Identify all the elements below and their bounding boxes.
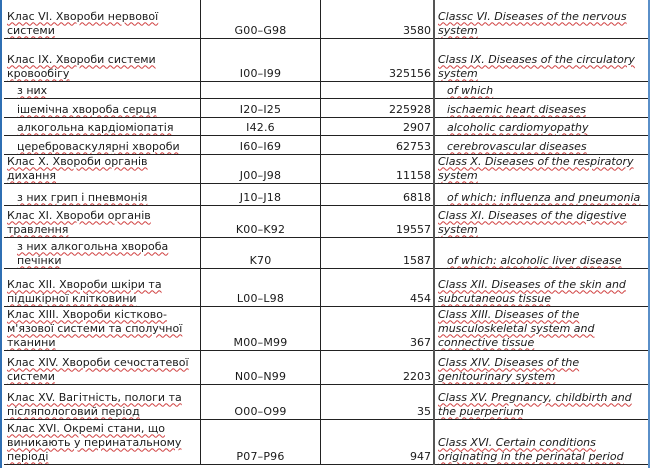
english-name-text: of which <box>447 83 494 97</box>
english-name-text: cerebrovascular diseases <box>447 139 587 153</box>
english-name-text: alcoholic cardiomyopathy <box>447 120 589 134</box>
table-row <box>4 183 648 205</box>
ukrainian-name-cell[interactable] <box>4 205 200 237</box>
count-cell[interactable]: 367 <box>320 306 434 350</box>
english-name-text: Class X. Diseases of the respiratory system <box>438 154 634 182</box>
ukrainian-name-text: Клас XIV. Хвороби сечостатевої системи <box>7 355 189 383</box>
count-cell[interactable]: 1587 <box>320 237 434 268</box>
ukrainian-name-text: Клас XVI. Окремі стани, що виникають у перинатальному періоді <box>7 421 182 463</box>
count-cell[interactable]: 947 <box>320 419 434 464</box>
english-name-cell[interactable] <box>434 306 648 350</box>
english-name-text: Class IX. Diseases of the circulatory system <box>438 52 635 80</box>
table-row <box>4 350 648 384</box>
english-name-cell[interactable] <box>434 350 648 384</box>
table-row <box>4 81 648 98</box>
icd-code-cell[interactable]: M00–M99 <box>200 306 320 350</box>
ukrainian-name-cell[interactable] <box>4 38 200 81</box>
disease-statistics-table <box>4 0 648 465</box>
english-name-cell[interactable] <box>434 384 648 419</box>
english-name-cell[interactable] <box>434 268 648 306</box>
english-name-text: Class XV. Pregnancy, childbirth and the puerperium <box>438 390 632 418</box>
icd-code-cell[interactable]: K00–K92 <box>200 205 320 237</box>
ukrainian-name-cell[interactable] <box>4 117 200 135</box>
count-cell[interactable]: 225928 <box>320 98 434 117</box>
count-cell[interactable]: 3580 <box>320 0 434 38</box>
count-cell[interactable]: 2907 <box>320 117 434 135</box>
count-cell[interactable]: 11158 <box>320 154 434 183</box>
table-body <box>4 0 648 464</box>
table-row <box>4 384 648 419</box>
icd-code-cell[interactable]: I42.6 <box>200 117 320 135</box>
table-row <box>4 0 648 38</box>
english-name-text: of which: influenza and pneumonia <box>447 190 641 204</box>
icd-code-cell[interactable]: J10–J18 <box>200 183 320 205</box>
english-name-cell[interactable] <box>434 98 648 117</box>
icd-code-cell[interactable]: G00–G98 <box>200 0 320 38</box>
ukrainian-name-text: з них <box>17 83 48 97</box>
ukrainian-name-text: Клас XII. Хвороби шкіри та підшкірної клітковини <box>7 277 162 305</box>
ukrainian-name-text: цереброваскулярні хвороби <box>17 139 180 153</box>
table-row <box>4 268 648 306</box>
english-name-text: of which: alcoholic liver disease <box>447 253 622 267</box>
table-row <box>4 98 648 117</box>
ukrainian-name-text: Клас VI. Хвороби нервової системи <box>7 9 159 37</box>
ukrainian-name-cell[interactable] <box>4 237 200 268</box>
table-row <box>4 135 648 154</box>
english-name-text: Class XI. Diseases of the digestive system <box>438 208 627 236</box>
ukrainian-name-cell[interactable] <box>4 268 200 306</box>
ukrainian-name-text: Клас XI. Хвороби органів травлення <box>7 208 151 236</box>
ukrainian-name-cell[interactable] <box>4 384 200 419</box>
table-row <box>4 117 648 135</box>
english-name-text: Class XVI. Certain conditions originating in the perinatal period <box>438 435 624 463</box>
table-row <box>4 38 648 81</box>
count-cell[interactable]: 454 <box>320 268 434 306</box>
ukrainian-name-text: з них грип і пневмонія <box>17 190 148 204</box>
english-name-cell[interactable] <box>434 154 648 183</box>
english-name-text: Class XIII. Diseases of the musculoskeletal system and connective tissue <box>438 307 595 349</box>
icd-code-cell[interactable]: I00–I99 <box>200 38 320 81</box>
icd-code-cell[interactable] <box>200 81 320 98</box>
ukrainian-name-text: Клас IX. Хвороби системи кровообігу <box>7 52 156 80</box>
ukrainian-name-text: з них алкогольна хвороба печінки <box>17 239 169 267</box>
ukrainian-name-cell[interactable] <box>4 419 200 464</box>
count-cell[interactable]: 325156 <box>320 38 434 81</box>
english-name-text: Classc VI. Diseases of the nervous system <box>438 9 627 37</box>
ukrainian-name-cell[interactable] <box>4 81 200 98</box>
icd-code-cell[interactable]: N00–N99 <box>200 350 320 384</box>
icd-code-cell[interactable]: I20–I25 <box>200 98 320 117</box>
count-cell[interactable] <box>320 81 434 98</box>
ukrainian-name-cell[interactable] <box>4 135 200 154</box>
english-name-text: Class XIV. Diseases of the genitourinary system <box>438 355 580 383</box>
english-name-text: Class XII. Diseases of the skin and subcutaneous tissue <box>438 277 626 305</box>
english-name-cell[interactable] <box>434 0 648 38</box>
table-row <box>4 306 648 350</box>
ukrainian-name-text: Клас XV. Вагітність, пологи та післяпологовий період <box>7 390 182 418</box>
ukrainian-name-cell[interactable] <box>4 306 200 350</box>
table-row <box>4 154 648 183</box>
ukrainian-name-cell[interactable] <box>4 183 200 205</box>
icd-code-cell[interactable]: K70 <box>200 237 320 268</box>
english-name-cell[interactable] <box>434 135 648 154</box>
ukrainian-name-text: ішемічна хвороба серця <box>17 102 157 116</box>
table-row <box>4 237 648 268</box>
icd-code-cell[interactable]: L00–L98 <box>200 268 320 306</box>
ukrainian-name-text: Клас X. Хвороби органів дихання <box>7 154 148 182</box>
table-row <box>4 205 648 237</box>
ukrainian-name-cell[interactable] <box>4 0 200 38</box>
count-cell[interactable]: 6818 <box>320 183 434 205</box>
english-name-cell[interactable] <box>434 38 648 81</box>
icd-code-cell[interactable]: J00–J98 <box>200 154 320 183</box>
english-name-cell[interactable] <box>434 117 648 135</box>
ukrainian-name-text: алкогольна кардіоміопатія <box>17 120 174 134</box>
english-name-cell[interactable] <box>434 183 648 205</box>
icd-code-cell[interactable]: P07–P96 <box>200 419 320 464</box>
english-name-cell[interactable] <box>434 81 648 98</box>
count-cell[interactable]: 35 <box>320 384 434 419</box>
ukrainian-name-text: Клас XIII. Хвороби кістково-м'язової системи та сполучної тканини <box>7 307 183 349</box>
count-cell[interactable]: 19557 <box>320 205 434 237</box>
count-cell[interactable]: 62753 <box>320 135 434 154</box>
icd-code-cell[interactable]: I60–I69 <box>200 135 320 154</box>
english-name-cell[interactable] <box>434 237 648 268</box>
table-row <box>4 419 648 464</box>
english-name-cell[interactable] <box>434 205 648 237</box>
count-cell[interactable]: 2203 <box>320 350 434 384</box>
english-name-text: ischaemic heart diseases <box>447 102 586 116</box>
english-name-cell[interactable] <box>434 419 648 464</box>
icd-code-cell[interactable]: O00–O99 <box>200 384 320 419</box>
ukrainian-name-cell[interactable] <box>4 154 200 183</box>
ukrainian-name-cell[interactable] <box>4 350 200 384</box>
ukrainian-name-cell[interactable] <box>4 98 200 117</box>
